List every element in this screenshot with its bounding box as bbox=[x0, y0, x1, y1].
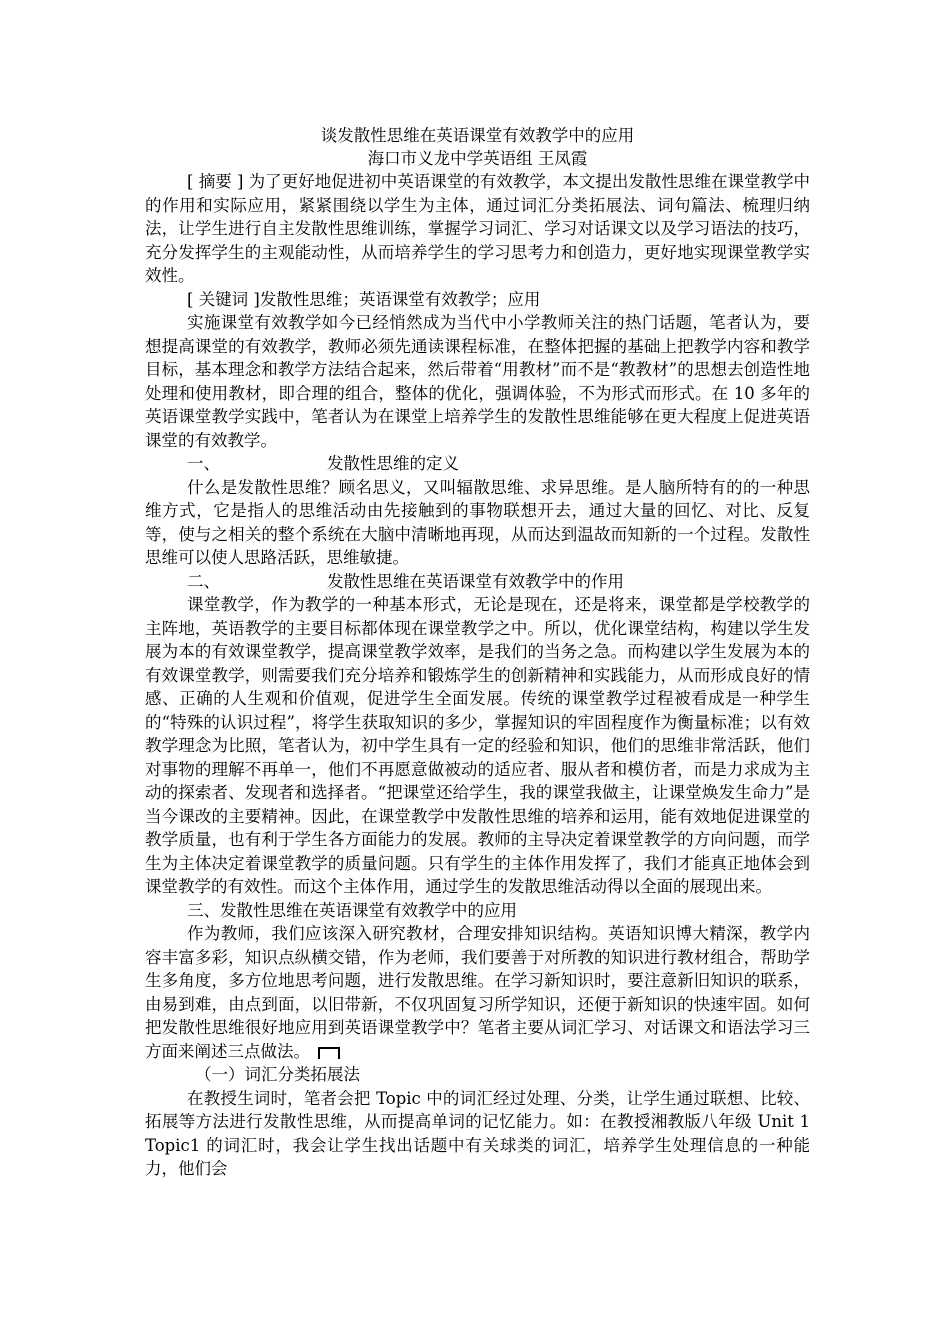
document-title: 谈发散性思维在英语课堂有效教学中的应用 bbox=[320, 126, 635, 145]
subsection-1-heading: （一）词汇分类拓展法 bbox=[195, 1065, 360, 1084]
keywords-paragraph: [ 关键词 ]发散性思维；英语课堂有效教学；应用 bbox=[187, 289, 541, 309]
section-1-heading bbox=[145, 452, 810, 476]
section-1-title: 发散性思维的定义 bbox=[327, 454, 459, 473]
section-1-number: 一、 bbox=[187, 454, 220, 473]
section-2-heading bbox=[145, 570, 810, 594]
section-3-text: 作为教师，我们应该深入研究教材，合理安排知识结构。英语知识博大精深，教学内容丰富多彩，知识点纵横交错，作为老师，我们要善于对所教的知识进行教材组合，帮助学生多角度，多方位地思考问题，进行发散思维。在学习新知识时，要注意新旧知识的联系，由易到难，由点到面，以旧带新，不仅巩固复习所学知识，还便于新知识的快速牢固。如何把发散性思维很好地应用到英语课堂教学中？笔者主要从词汇学习、对话课文和语法学习三方面来阐述三点做法。 bbox=[145, 924, 810, 1061]
document-body bbox=[145, 124, 810, 1181]
section-2-number: 二、 bbox=[187, 571, 220, 591]
intro-paragraph: 实施课堂有效教学如今已经悄然成为当代中小学教师关注的热门话题，笔者认为，要想提高课堂的有效教学，教师必须先通读课程标准，在整体把握的基础上把教学内容和教学目标，基本理念和教学方法结合起来，然后带着“用教材”而不是“教教材”的思想去创造性地处理和使用教材，即合理的组合，整体的优化，强调体验，不为形式而形式。在 10 多年的英语课堂教学实践中，笔者认为在课堂上培养学生的发散性思维能够在更大程度上促进英语课堂的有效教学。 bbox=[145, 313, 810, 450]
subsection-1-paragraph: 在教授生词时，笔者会把 Topic 中的词汇经过处理、分类，让学生通过联想、比较、拓展等方法进行发散性思维，从而提高单词的记忆能力。如：在教授湘教版八年级 Unit 1 Topic1 的词汇时，我会让学生找出话题中有关球类的词汇，培养学生处理信息的一种能力，他们会 bbox=[145, 1088, 810, 1178]
bracket-mark-icon bbox=[318, 1047, 340, 1059]
section-3-heading: 三、发散性思维在英语课堂有效教学中的应用 bbox=[187, 900, 517, 920]
section-1-paragraph: 什么是发散性思维？顾名思义，又叫辐散思维、求异思维。是人脑所特有的的一种思维方式，它是指人的思维活动由先接触到的事物联想开去，通过大量的回忆、对比、反复等，使与之相关的整个系统在大脑中清晰地再现，从而达到温故而知新的一个过程。发散性思维可以使人思路活跃，思维敏捷。 bbox=[145, 477, 810, 567]
section-2-paragraph: 课堂教学，作为教学的一种基本形式，无论是现在，还是将来，课堂都是学校教学的主阵地，英语教学的主要目标都体现在课堂教学之中。所以，优化课堂结构，构建以学生发展为本的有效课堂教学，提高课堂教学效率，是我们的当务之急。而构建以学生发展为本的有效课堂教学，则需要我们充分培养和锻炼学生的创新精神和实践能力，从而形成良好的情感、正确的人生观和价值观，促进学生全面发展。传统的课堂教学过程被看成是一种学生的“特殊的认识过程”，将学生获取知识的多少，掌握知识的牢固程度作为衡量标准；以有效教学理念为比照，笔者认为，初中学生具有一定的经验和知识，他们的思维非常活跃，他们对事物的理解不再单一，他们不再愿意做被动的适应者、服从者和模仿者，而是力求成为主动的探索者、发现者和选择者。“把课堂还给学生，我的课堂我做主，让课堂焕发生命力”是当今课改的主要精神。因此，在课堂教学中发散性思维的培养和运用，能有效地促进课堂的教学质量，也有利于学生各方面能力的发展。教师的主导决定着课堂教学的方向问题，而学生为主体决定着课堂教学的质量问题。只有学生的主体作用发挥了，我们才能真正地体会到课堂教学的有效性。而这个主体作用，通过学生的发散思维活动得以全面的展现出来。 bbox=[145, 595, 810, 896]
abstract-paragraph: [ 摘要 ] 为了更好地促进初中英语课堂的有效教学，本文提出发散性思维在课堂教学中的作用和实际应用，紧紧围绕以学生为主体，通过词汇分类拓展法、词句篇法、梳理归纳法，让学生进行自主发散性思维训练，掌握学习词汇、学习对话课文以及学习语法的技巧，充分发挥学生的主观能动性，从而培养学生的学习思考力和创造力，更好地实现课堂教学实效性。 bbox=[145, 172, 810, 285]
document-byline: 海口市义龙中学英语组 王凤霞 bbox=[367, 149, 588, 168]
section-2-title: 发散性思维在英语课堂有效教学中的作用 bbox=[327, 571, 624, 591]
section-3-paragraph bbox=[145, 922, 810, 1063]
